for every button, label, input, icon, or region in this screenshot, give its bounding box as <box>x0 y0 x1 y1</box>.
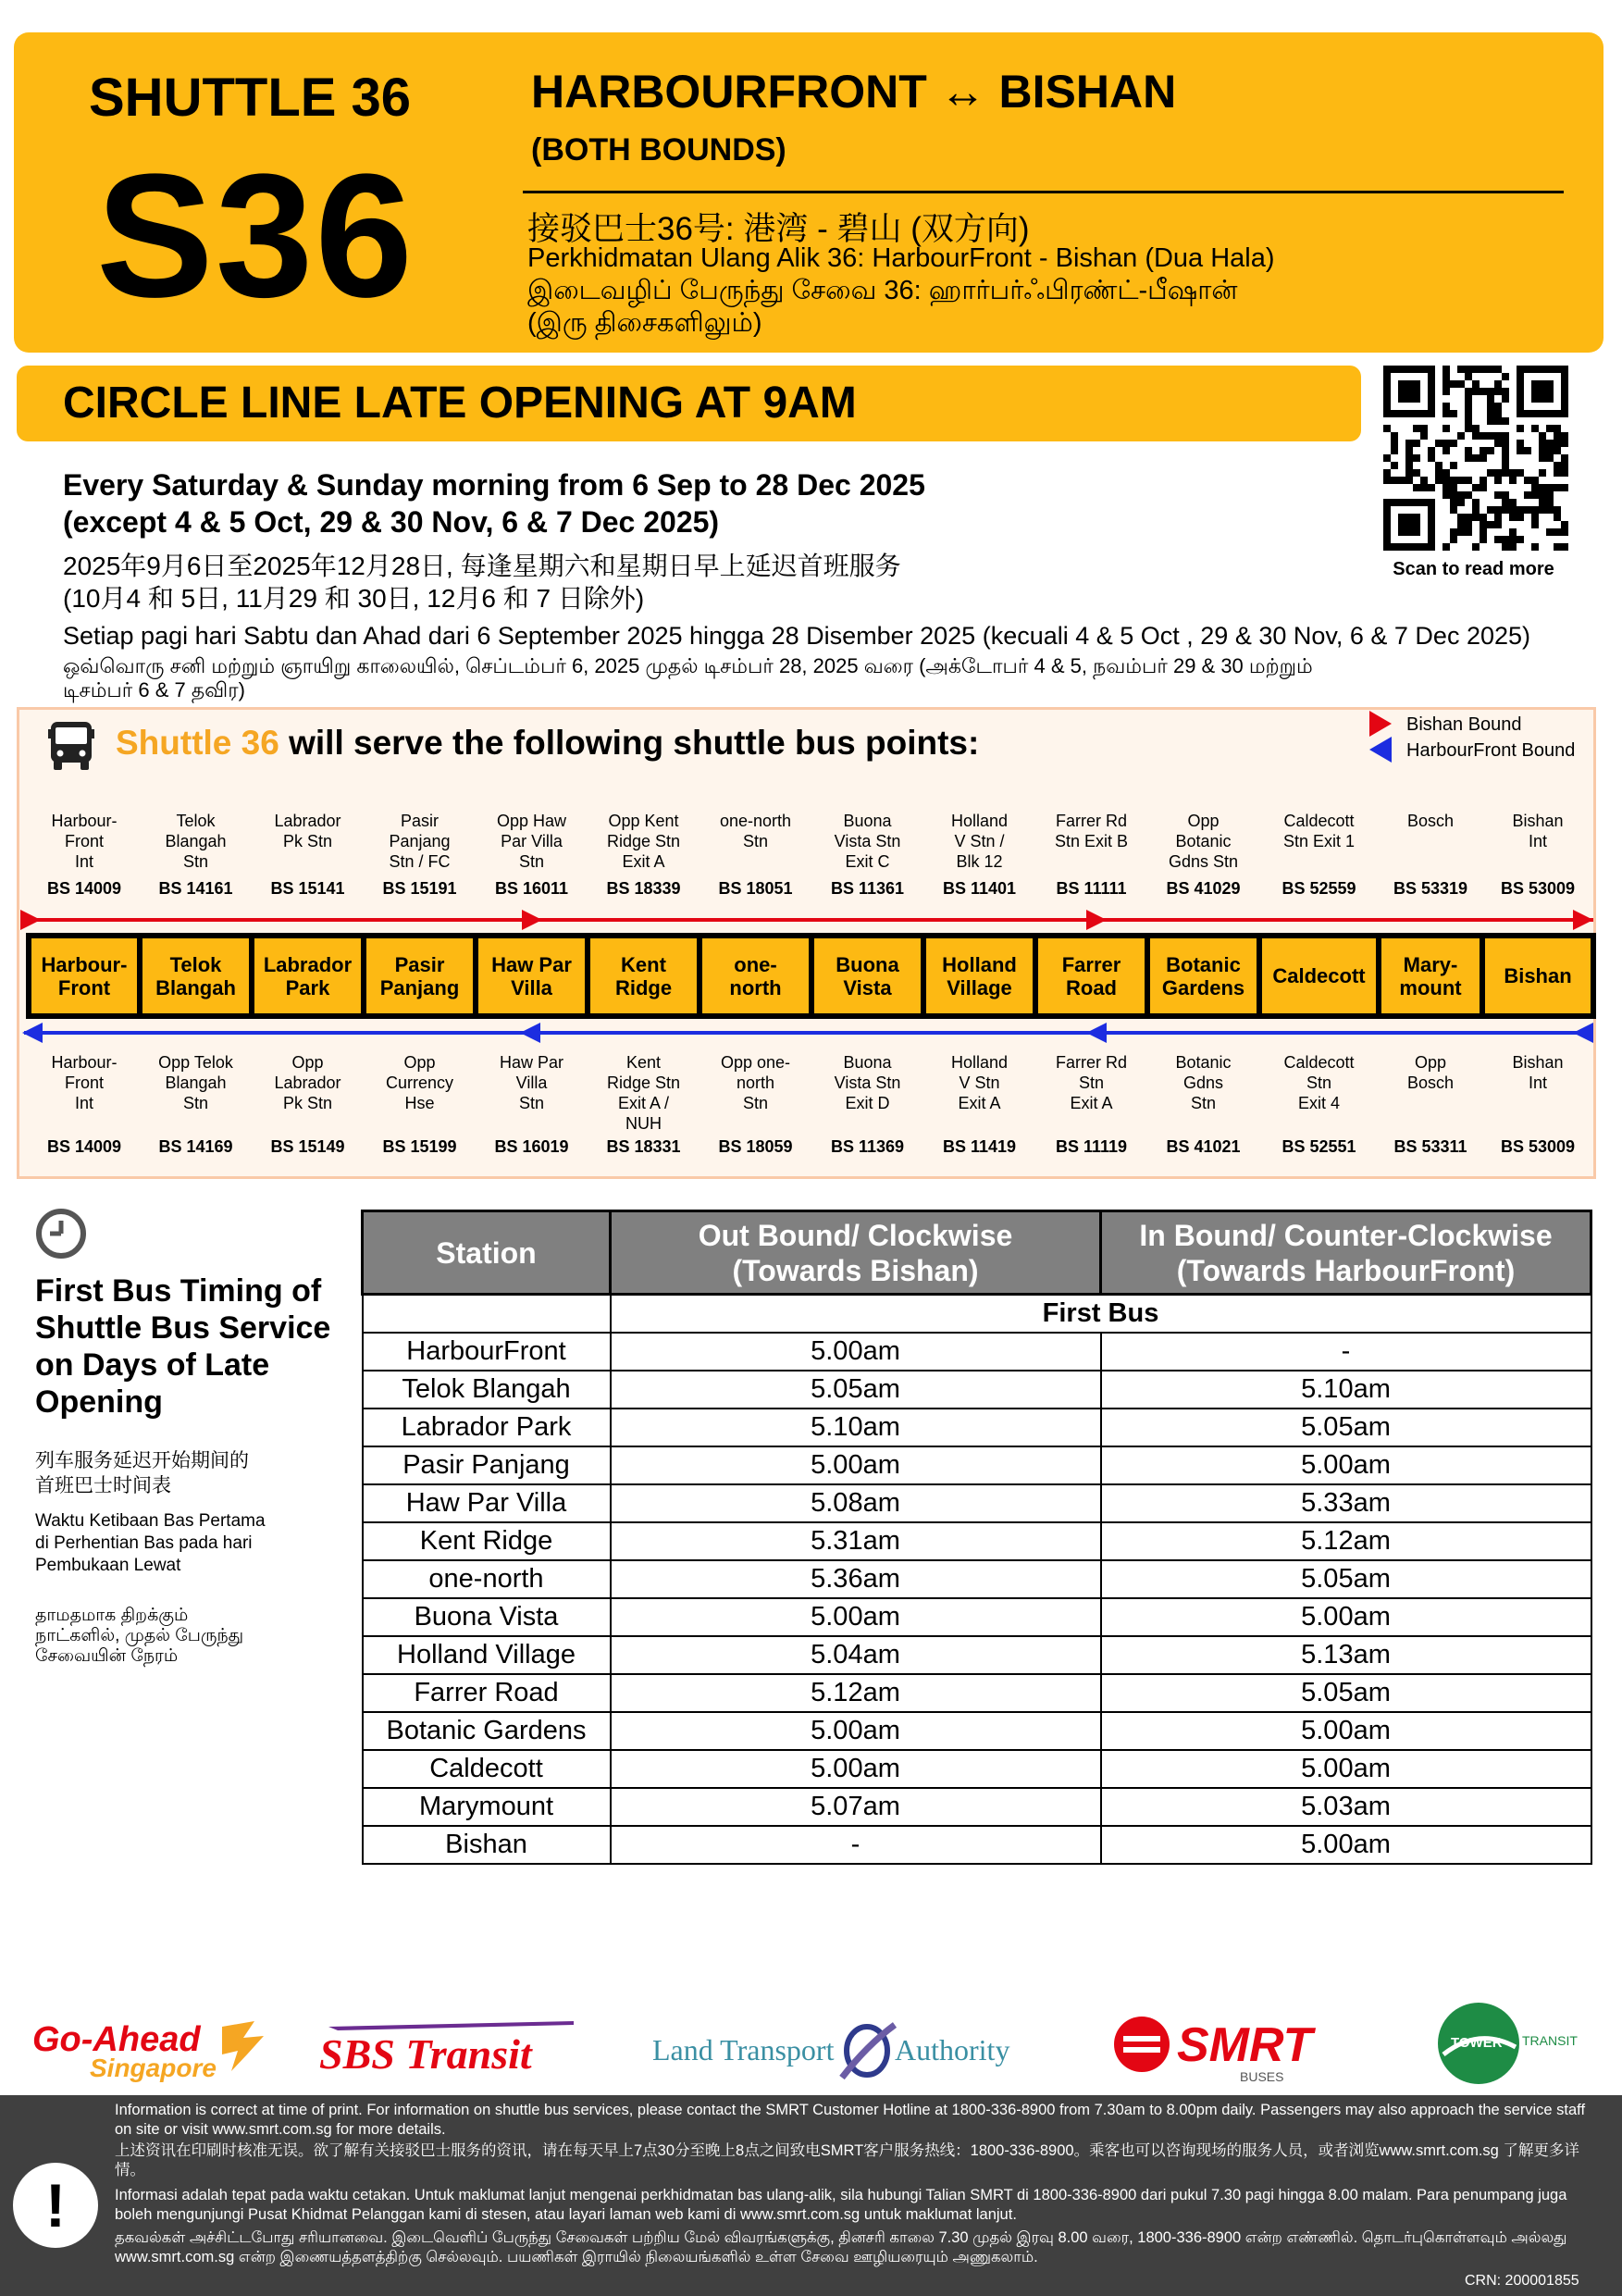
station-cell: Haw Par Villa <box>363 1484 611 1522</box>
header-divider <box>523 191 1564 193</box>
inbound-time-cell: 5.13am <box>1101 1636 1591 1674</box>
station-cell: Labrador Park <box>363 1409 611 1446</box>
bishan-bound-stop-label: Labrador Pk Stn <box>274 812 341 850</box>
schedule-english-line1: Every Saturday & Sunday morning from 6 Sep to 28 Dec 2025 <box>63 468 925 502</box>
go-ahead-logo <box>32 2017 273 2082</box>
station-box: Bishan <box>1482 936 1593 1016</box>
harbourfront-bound-stop-code: BS 15149 <box>270 1137 345 1156</box>
inbound-time-cell: 5.00am <box>1101 1446 1591 1484</box>
harbourfront-bound-stop-label: Opp Bosch <box>1406 1053 1455 1092</box>
schedule-chinese-line2: (10月4 和 5日, 11月29 和 30日, 12月6 和 7 日除外) <box>63 584 645 613</box>
station-box: Farrer Road <box>1035 936 1147 1016</box>
outbound-time-cell: 5.08am <box>611 1484 1101 1522</box>
harbourfront-bound-stop-label: Opp Telok Blangah Stn <box>158 1053 233 1112</box>
table-row <box>363 1484 1591 1522</box>
lta-logo <box>652 2017 1018 2082</box>
station-box: Kent Ridge <box>588 936 700 1016</box>
harbourfront-bound-stop-label: Holland V Stn Exit A <box>950 1053 1009 1112</box>
outbound-time-cell: 5.10am <box>611 1409 1101 1446</box>
lta-logo-text-left: Land Transport <box>652 2033 835 2066</box>
bishan-bound-stop-code: BS 18339 <box>606 879 681 898</box>
footer-chinese: 上述资讯在印刷时核准无误。欲了解有关接驳巴士服务的资讯，请在每天早上7点30分至晚上8点之间致电SMRT客户服务热线：1800-336-8900。乘客也可以咨询现场的服务人员，或者浏览www.smrt.com.sg 了解更多详情。 <box>115 2142 1579 2178</box>
station-box: Botanic Gardens <box>1147 936 1259 1016</box>
bishan-bound-stop-code: BS 11111 <box>1056 879 1127 898</box>
station-cell: Caldecott <box>363 1750 611 1788</box>
harbourfront-bound-stop-code: BS 18059 <box>718 1137 793 1156</box>
station-cell: Holland Village <box>363 1636 611 1674</box>
bishan-bound-stop-code: BS 16011 <box>494 879 569 898</box>
legend-harbourfront-bound: HarbourFront Bound <box>1406 740 1576 761</box>
station-box: Telok Blangah <box>140 936 252 1016</box>
legend-bishan-bound: Bishan Bound <box>1406 714 1522 735</box>
schedule-malay: Setiap pagi hari Sabtu dan Ahad dari 6 September 2025 hingga 28 Disember 2025 (kecuali 4 & 5 Oct , 29 & 30 Nov, 6 & 7 Dec 2025) <box>63 622 1530 650</box>
smrt-logo-text: SMRT <box>1177 2018 1313 2072</box>
harbourfront-bound-stop-code: BS 16019 <box>494 1137 569 1156</box>
inbound-time-cell: 5.03am <box>1101 1788 1591 1826</box>
first-bus-timing-title: First Bus Timing of Shuttle Bus Service on Days of Late Opening <box>35 1273 331 1420</box>
outbound-time-cell: 5.31am <box>611 1522 1101 1560</box>
station-cell: Marymount <box>363 1788 611 1826</box>
tower-transit-logo <box>1434 1999 1582 2087</box>
clock-icon <box>35 1208 87 1260</box>
route-map-heading-highlight: Shuttle 36 <box>116 724 279 762</box>
column-header-station: Station <box>363 1211 611 1295</box>
route-title-malay: Perkhidmatan Ulang Alik 36: HarbourFront - Bishan (Dua Hala) <box>527 243 1275 273</box>
station-box: Labrador Park <box>252 936 364 1016</box>
harbourfront-bound-stop-label: Opp one- north Stn <box>720 1053 791 1112</box>
harbourfront-bound-arrow-icon <box>1369 737 1392 763</box>
inbound-time-cell: - <box>1101 1333 1591 1371</box>
station-box: one- north <box>700 936 811 1016</box>
bishan-bound-stop-label: Farrer Rd Stn Exit B <box>1054 812 1129 850</box>
subheader-first-bus: First Bus <box>611 1295 1591 1334</box>
harbourfront-bound-stop-code: BS 15199 <box>382 1137 457 1156</box>
outbound-time-cell: 5.07am <box>611 1788 1101 1826</box>
footer-tamil: தகவல்கள் அச்சிட்டபோது சரியானவை. இடைவெளிப் பேருந்து சேவைகள் பற்றிய மேல் விவரங்களுக்கு, தினசரி காலை 7.30 முதல் இரவு 8.00 வரை, 1800-336-8900 என்ற எண்ணில். தொடர்புகொள்ளவும் அல்லது www.smrt.com.sg என்ற இணையத்தளத்திற்கு செல்லவும். பயணிகள் இராயில் நிலையங்களில் உள்ள சேவை ஊழியரையும் அணுகலாம். <box>115 2229 1567 2265</box>
table-row <box>363 1788 1591 1826</box>
first-bus-timing-malay: Waktu Ketibaan Bas Pertama di Perhentian Bas pada hari Pembukaan Lewat <box>35 1511 266 1575</box>
route-map-heading-text: will serve the following shuttle bus points: <box>279 724 980 762</box>
bishan-bound-stop-code: BS 11401 <box>942 879 1017 898</box>
qr-code-icon[interactable] <box>1383 366 1568 551</box>
sbs-transit-logo-text: SBS Transit <box>319 2030 532 2078</box>
first-bus-timing-chinese: 列车服务延迟开始期间的 首班巴士时间表 <box>35 1450 249 1496</box>
footer-malay: Informasi adalah tepat pada waktu cetakan. Untuk maklumat lanjut mengenai perkhidmatan bas ulang-alik, sila hubungi Talian SMRT di 1800-336-8900 dari pukul 7.30 pagi hingga 8.00 malam. Para penumpang juga boleh mengunjungi Pusat Khidmat Pelanggan kami di stesen, atau layari laman web kami di www.smrt.com.sg untuk maklumat lanjut. <box>115 2187 1567 2223</box>
harbourfront-bound-stop-label: Haw Par Villa Stn <box>499 1053 564 1112</box>
first-bus-timetable <box>361 1210 1592 1865</box>
column-header-inbound: In Bound/ Counter-Clockwise (Towards HarbourFront) <box>1101 1211 1591 1295</box>
harbourfront-bound-stop-code: BS 52551 <box>1282 1137 1356 1156</box>
station-cell: Telok Blangah <box>363 1371 611 1409</box>
station-box: Holland Village <box>923 936 1035 1016</box>
bishan-bound-stop-label: Opp Botanic Gdns Stn <box>1168 812 1239 871</box>
outbound-time-cell: - <box>611 1826 1101 1864</box>
harbourfront-bound-stop-code: BS 53311 <box>1393 1137 1467 1156</box>
table-row <box>363 1371 1591 1409</box>
table-row <box>363 1636 1591 1674</box>
harbourfront-bound-stop-label: Farrer Rd Stn Exit A <box>1055 1053 1127 1112</box>
harbourfront-bound-stop-label: Bishan Int <box>1512 1053 1564 1092</box>
bishan-bound-stop-code: BS 53009 <box>1500 879 1576 898</box>
route-title-chinese: 接驳巴士36号: 港湾 - 碧山 (双方向) <box>527 211 1030 247</box>
station-cell: Bishan <box>363 1826 611 1864</box>
column-header-outbound: Out Bound/ Clockwise (Towards Bishan) <box>611 1211 1101 1295</box>
bishan-bound-stop-code: BS 11361 <box>830 879 905 898</box>
table-row <box>363 1333 1591 1371</box>
inbound-time-cell: 5.33am <box>1101 1484 1591 1522</box>
table-row <box>363 1598 1591 1636</box>
inbound-time-cell: 5.00am <box>1101 1750 1591 1788</box>
go-ahead-logo-subtext: Singapore <box>90 2054 217 2082</box>
harbourfront-bound-stop-code: BS 11419 <box>942 1137 1017 1156</box>
station-box: Harbour- Front <box>29 936 140 1016</box>
station-cell: Farrer Road <box>363 1674 611 1712</box>
schedule-chinese-line1: 2025年9月6日至2025年12月28日, 每逢星期六和星期日早上延迟首班服务 <box>63 552 901 580</box>
outbound-time-cell: 5.05am <box>611 1371 1101 1409</box>
bishan-bound-stop-label: Caldecott Stn Exit 1 <box>1282 812 1356 850</box>
inbound-time-cell: 5.05am <box>1101 1560 1591 1598</box>
outbound-time-cell: 5.00am <box>611 1446 1101 1484</box>
bishan-bound-stop-label: Opp Haw Par Villa Stn <box>496 812 567 871</box>
inbound-time-cell: 5.05am <box>1101 1674 1591 1712</box>
bishan-bound-stop-label: Telok Blangah Stn <box>165 812 227 871</box>
station-box: Buona Vista <box>811 936 923 1016</box>
tower-logo-text: TOWER <box>1451 2035 1503 2051</box>
station-box: Caldecott <box>1259 936 1379 1016</box>
table-row <box>363 1446 1591 1484</box>
bishan-bound-stop-code: BS 15191 <box>382 879 457 898</box>
qr-caption: Scan to read more <box>1393 559 1554 579</box>
table-row <box>363 1522 1591 1560</box>
station-cell: Buona Vista <box>363 1598 611 1636</box>
inbound-time-cell: 5.00am <box>1101 1598 1591 1636</box>
schedule-tamil-line2: டிசம்பர் 6 & 7 தவிர) <box>63 678 245 701</box>
outbound-time-cell: 5.00am <box>611 1712 1101 1750</box>
station-cell: Kent Ridge <box>363 1522 611 1560</box>
harbourfront-bound-stop-code: BS 14169 <box>158 1137 233 1156</box>
table-row <box>363 1826 1591 1864</box>
table-row <box>363 1750 1591 1788</box>
schedule-english-line2: (except 4 & 5 Oct, 29 & 30 Nov, 6 & 7 Dec 2025) <box>63 505 720 539</box>
bishan-bound-stop-label: Bishan Int <box>1512 812 1564 850</box>
table-row <box>363 1560 1591 1598</box>
harbourfront-bound-stop-code: BS 53009 <box>1500 1137 1576 1156</box>
late-opening-banner-text: CIRCLE LINE LATE OPENING AT 9AM <box>63 379 857 428</box>
bishan-bound-stop-label: Buona Vista Stn Exit C <box>834 812 901 871</box>
bishan-bound-stop-code: BS 14009 <box>46 879 122 898</box>
tower-logo-subtext: TRANSIT <box>1522 2033 1578 2048</box>
shuttle-title: SHUTTLE 36 <box>89 68 412 128</box>
harbourfront-bound-stop-code: BS 41021 <box>1166 1137 1241 1156</box>
bishan-bound-stop-code: BS 14161 <box>158 879 233 898</box>
outbound-time-cell: 5.36am <box>611 1560 1101 1598</box>
info-exclamation-icon: ! <box>13 2163 98 2248</box>
bishan-bound-stop-code: BS 52559 <box>1282 879 1356 898</box>
harbourfront-bound-stop-code: BS 11119 <box>1055 1137 1128 1156</box>
smrt-logo-subtext: BUSES <box>1240 2069 1284 2084</box>
bishan-bound-stop-label: Bosch <box>1406 812 1455 830</box>
inbound-time-cell: 5.00am <box>1101 1826 1591 1864</box>
route-map-heading <box>116 724 979 763</box>
station-box: Haw Par Villa <box>476 936 588 1016</box>
harbourfront-bound-stop-label: Caldecott Stn Exit 4 <box>1283 1053 1355 1112</box>
lta-logo-text-right: Authority <box>895 2033 1010 2066</box>
station-cell: Botanic Gardens <box>363 1712 611 1750</box>
bus-icon <box>46 720 96 772</box>
harbourfront-bound-stop-label: Kent Ridge Stn Exit A / NUH <box>606 1053 681 1133</box>
sbs-transit-logo <box>319 2017 583 2082</box>
bishan-bound-stop-code: BS 18051 <box>718 879 793 898</box>
first-bus-timing-tamil: தாமதமாக திறக்கும் நாட்களில், முதல் பேருந்து சேவையின் நேரம் <box>35 1606 244 1666</box>
harbourfront-bound-stop-label: Botanic Gdns Stn <box>1175 1053 1232 1112</box>
station-cell: one-north <box>363 1560 611 1598</box>
station-cell: HarbourFront <box>363 1333 611 1371</box>
harbourfront-bound-stop-label: Buona Vista Stn Exit D <box>834 1053 901 1112</box>
outbound-time-cell: 5.00am <box>611 1333 1101 1371</box>
harbourfront-bound-stop-label: Opp Currency Hse <box>385 1053 454 1112</box>
schedule-tamil-line1: ஒவ்வொரு சனி மற்றும் ஞாயிறு காலையில், செப்டம்பர் 6, 2025 முதல் டிசம்பர் 28, 2025 வரை (அக்டோபர் 4 & 5, நவம்பர் 29 & 30 மற்றும் <box>63 654 1313 677</box>
bishan-bound-stop-label: Holland V Stn / Blk 12 <box>950 812 1009 871</box>
bishan-bound-stop-label: Pasir Panjang Stn / FC <box>389 812 451 871</box>
harbourfront-bound-stop-label: Harbour- Front Int <box>51 1053 118 1112</box>
bishan-bound-stop-code: BS 41029 <box>1166 879 1241 898</box>
bishan-bound-stop-label: one-north Stn <box>719 812 792 850</box>
bishan-bound-stop-label: Opp Kent Ridge Stn Exit A <box>606 812 681 871</box>
route-code: S36 <box>96 138 415 334</box>
outbound-time-cell: 5.00am <box>611 1750 1101 1788</box>
station-cell: Pasir Panjang <box>363 1446 611 1484</box>
inbound-time-cell: 5.12am <box>1101 1522 1591 1560</box>
smrt-buses-logo <box>1110 2013 1337 2087</box>
route-title: HARBOURFRONT ↔ BISHAN <box>531 66 1177 118</box>
route-title-tamil-line2: (இரு திசைகளிலும்) <box>527 308 762 338</box>
outbound-time-cell: 5.12am <box>611 1674 1101 1712</box>
outbound-time-cell: 5.00am <box>611 1598 1101 1636</box>
table-row <box>363 1712 1591 1750</box>
harbourfront-bound-stop-code: BS 11369 <box>830 1137 905 1156</box>
inbound-time-cell: 5.10am <box>1101 1371 1591 1409</box>
crn-code: CRN: 200001855 <box>1465 2273 1579 2289</box>
route-title-tamil: இடைவழிப் பேருந்து சேவை 36: ஹார்பர்ஃபிரண்ட்-பீஷான் <box>527 276 1238 305</box>
bishan-bound-arrow-icon <box>1369 711 1392 737</box>
harbourfront-bound-stop-code: BS 14009 <box>46 1137 122 1156</box>
outbound-time-cell: 5.04am <box>611 1636 1101 1674</box>
go-ahead-logo-text: Go-Ahead <box>32 2020 201 2059</box>
table-row <box>363 1674 1591 1712</box>
bishan-bound-stop-code: BS 15141 <box>270 879 345 898</box>
subheader-blank <box>363 1295 611 1334</box>
station-box: Pasir Panjang <box>364 936 476 1016</box>
harbourfront-bound-stop-code: BS 18331 <box>606 1137 681 1156</box>
station-box: Mary- mount <box>1379 936 1482 1016</box>
footer-english: Information is correct at time of print. For information on shuttle bus services, please contact the SMRT Customer Hotline at 1800-336-8900 from 7.30am to 8.00pm daily. Passengers may also approach the service staff on site or visit www.smrt.com.sg for more details. <box>115 2102 1586 2138</box>
harbourfront-bound-stop-label: Opp Labrador Pk Stn <box>274 1053 341 1112</box>
route-subtitle: (BOTH BOUNDS) <box>531 132 786 168</box>
bishan-bound-stop-label: Harbour- Front Int <box>51 812 118 871</box>
table-row <box>363 1409 1591 1446</box>
inbound-time-cell: 5.00am <box>1101 1712 1591 1750</box>
inbound-time-cell: 5.05am <box>1101 1409 1591 1446</box>
bishan-bound-stop-code: BS 53319 <box>1393 879 1468 898</box>
